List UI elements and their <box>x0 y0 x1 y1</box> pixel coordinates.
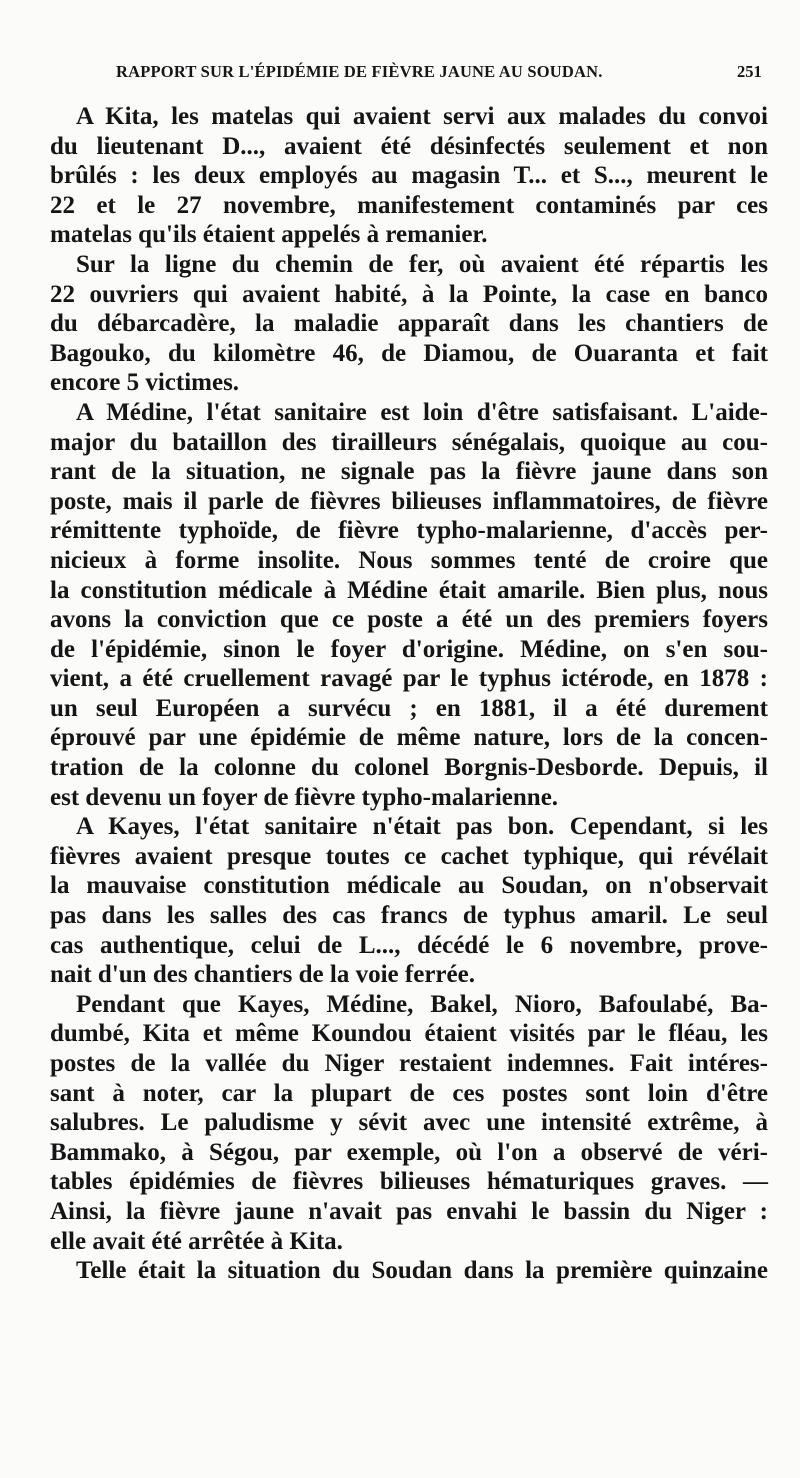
text-line: Telle était la situation du Soudan dans la première quinzaine <box>76 1257 768 1285</box>
text-line: 22 et le 27 novembre, manifestement contaminés par ces <box>50 191 768 219</box>
body-text <box>50 102 768 1286</box>
text-line: major du bataillon des tirailleurs sénégalais, quoique au cou- <box>50 428 768 456</box>
text-line: Ainsi, la fièvre jaune n'avait pas envahi le bassin du Niger : <box>50 1197 768 1225</box>
text-line: tables épidémies de fièvres bilieuses hématuriques graves. — <box>50 1168 768 1196</box>
text-line: Sur la ligne du chemin de fer, où avaient été répartis les <box>76 250 768 278</box>
text-line: nait d'un des chantiers de la voie ferrée. <box>50 961 475 989</box>
text-line: A Kayes, l'état sanitaire n'était pas bon. Cependant, si les <box>76 813 768 841</box>
text-line: rémittente typhoïde, de fièvre typho-malarienne, d'accès per- <box>50 517 768 545</box>
text-line: A Kita, les matelas qui avaient servi aux malades du convoi <box>76 103 768 130</box>
text-line: la constitution médicale à Médine était amarile. Bien plus, nous <box>50 576 768 604</box>
text-line: cas authentique, celui de L..., décédé le 6 novembre, prove- <box>50 931 768 959</box>
text-line: est devenu un foyer de fièvre typho-malarienne. <box>50 783 559 811</box>
text-line: nicieux à forme insolite. Nous sommes tenté de croire que <box>50 546 768 574</box>
text-line: poste, mais il parle de fièvres bilieuses inflammatoires, de fièvre <box>50 487 768 515</box>
text-line: du lieutenant D..., avaient été désinfectés seulement et non <box>50 132 768 160</box>
text-line: de l'épidémie, sinon le foyer d'origine. Médine, on s'en sou- <box>50 635 768 663</box>
text-line: brûlés : les deux employés au magasin T... et S..., meurent le <box>50 162 768 190</box>
text-line: pas dans les salles des cas francs de typhus amaril. Le seul <box>50 902 768 930</box>
text-line: Pendant que Kayes, Médine, Bakel, Nioro, Bafoulabé, Ba- <box>76 990 768 1018</box>
text-line: rant de la situation, ne signale pas la fièvre jaune dans son <box>50 458 768 486</box>
text-line: encore 5 victimes. <box>50 369 240 397</box>
text-line: avons la conviction que ce poste a été un des premiers foyers <box>50 606 768 634</box>
text-line: salubres. Le paludisme y sévit avec une intensité extrême, à <box>50 1109 768 1137</box>
text-line: Bammako, à Ségou, par exemple, où l'on a observé de véri- <box>50 1138 768 1166</box>
text-line: sant à noter, car la plupart de ces postes sont loin d'être <box>50 1079 768 1107</box>
text-line: fièvres avaient presque toutes ce cachet typhique, qui révélait <box>50 842 768 870</box>
page-number: 251 <box>737 62 762 81</box>
text-line: éprouvé par une épidémie de même nature, lors de la concen- <box>50 724 768 752</box>
text-line: A Médine, l'état sanitaire est loin d'être satisfaisant. L'aide- <box>76 398 768 426</box>
text-line: tration de la colonne du colonel Borgnis-Desborde. Depuis, il <box>50 754 768 782</box>
text-line: Bagouko, du kilomètre 46, de Diamou, de Ouaranta et fait <box>50 339 768 367</box>
running-title: RAPPORT SUR L'ÉPIDÉMIE DE FIÈVRE JAUNE AU SOUDAN. <box>116 62 603 81</box>
text-line: du débarcadère, la maladie apparaît dans les chantiers de <box>50 310 768 338</box>
text-line: matelas qu'ils étaient appelés à remanier. <box>50 221 488 249</box>
text-line: postes de la vallée du Niger restaient indemnes. Fait intéres- <box>50 1050 768 1077</box>
text-line: dumbé, Kita et même Koundou étaient visités par le fléau, les <box>50 1020 768 1048</box>
text-line: elle avait été arrêtée à Kita. <box>50 1227 343 1255</box>
text-line: un seul Européen a survécu ; en 1881, il a été durement <box>50 694 768 722</box>
text-line: la mauvaise constitution médicale au Soudan, on n'observait <box>50 872 768 900</box>
text-line: vient, a été cruellement ravagé par le typhus ictérode, en 1878 : <box>50 665 768 693</box>
text-line: 22 ouvriers qui avaient habité, à la Pointe, la case en banco <box>50 280 768 308</box>
